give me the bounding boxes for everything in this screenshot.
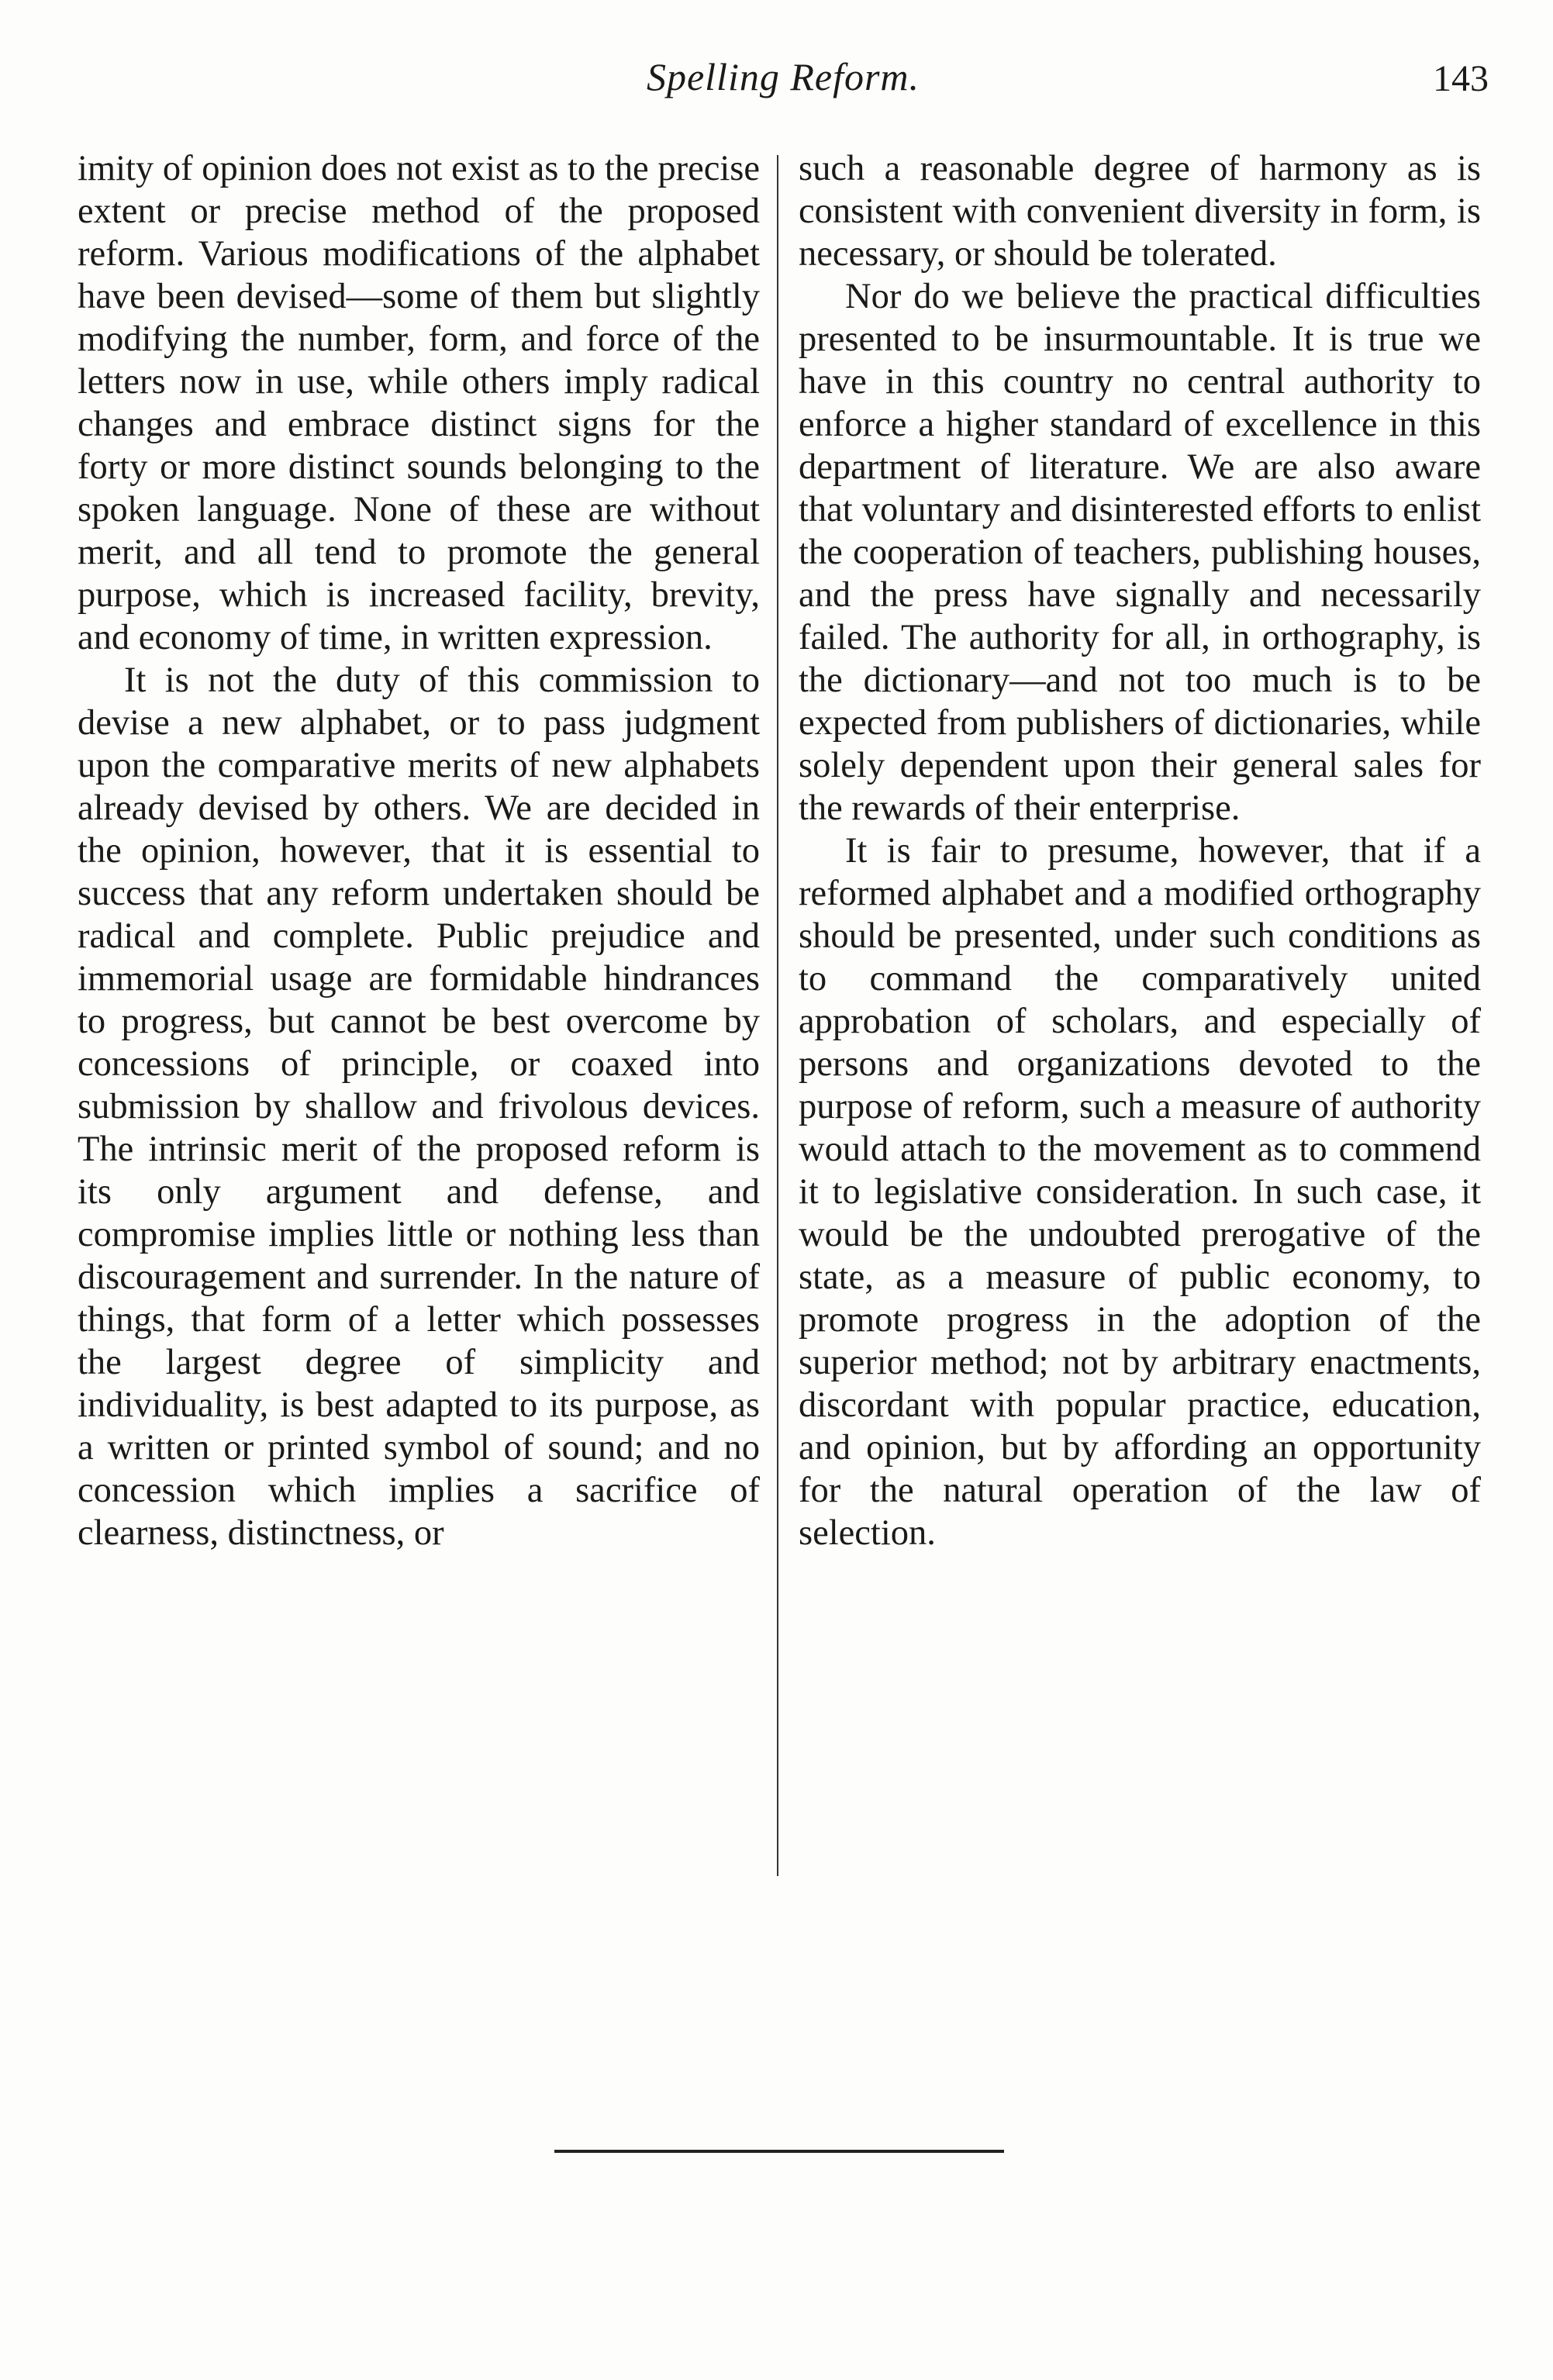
running-title: Spelling Reform. <box>646 55 920 98</box>
running-head <box>78 54 1489 116</box>
column-divider <box>777 155 778 1876</box>
paragraph: such a reasonable degree of harmony as is consistent with convenient diversity in form, is necessary, or should be tolerated. <box>799 149 1481 274</box>
left-column <box>78 147 760 1554</box>
paragraph: Nor do we believe the practical difficulties presented to be insurmountable. It is true we have in this country no central authority to enforce a higher standard of excellence in this department of literature. We are also aware that voluntary and disinterested efforts to enlist the cooperation of teachers, publishing houses, and the press have signally and necessarily failed. The authority for all, in orthography, is the dictionary—and not too much is to be expected from publishers of dictionaries, while solely dependent upon their general sales for the rewards of their enterprise. <box>799 277 1481 828</box>
section-end-rule <box>554 2150 1004 2153</box>
paragraph: It is fair to presume, however, that if a reformed alphabet and a modified orthography should be presented, under such conditions as to command the comparatively united approbation of scholars, and especially of persons and organizations devoted to the purpose of reform, such a measure of authority would attach to the movement as to commend it to legislative consideration. In such case, it would be the undoubted prerogative of the state, as a measure of public economy, to promote progress in the adoption of the superior method; not by arbitrary enactments, discordant with popular practice, education, and opinion, but by affording an opportunity for the natural operation of the law of selection. <box>799 831 1481 1553</box>
paragraph: imity of opinion does not exist as to the precise extent or precise method of the proposed reform. Various modifications of the alphabet have been devised—some of them but slightly modifying the number, form, and force of the letters now in use, while others imply radical changes and embrace distinct signs for the forty or more distinct sounds belonging to the spoken language. None of these are without merit, and all tend to promote the general purpose, which is increased facility, brevity, and economy of time, in written expression. <box>78 149 760 657</box>
page-number: 143 <box>1433 58 1489 99</box>
paragraph: It is not the duty of this commission to devise a new alphabet, or to pass judgment upon the comparative merits of new alphabets already devised by others. We are decided in the opinion, however, that it is essential to success that any reform undertaken should be radical and complete. Public prejudice and immemorial usage are formidable hindrances to progress, but cannot be best overcome by concessions of principle, or coaxed into submission by shallow and frivolous devices. The intrinsic merit of the proposed reform is its only argument and defense, and compromise implies little or nothing less than discouragement and surrender. In the nature of things, that form of a letter which possesses the largest degree of simplicity and individuality, is best adapted to its purpose, as a written or printed symbol of sound; and no concession which implies a sacrifice of clearness, distinctness, or <box>78 661 760 1553</box>
right-column <box>799 147 1481 1554</box>
